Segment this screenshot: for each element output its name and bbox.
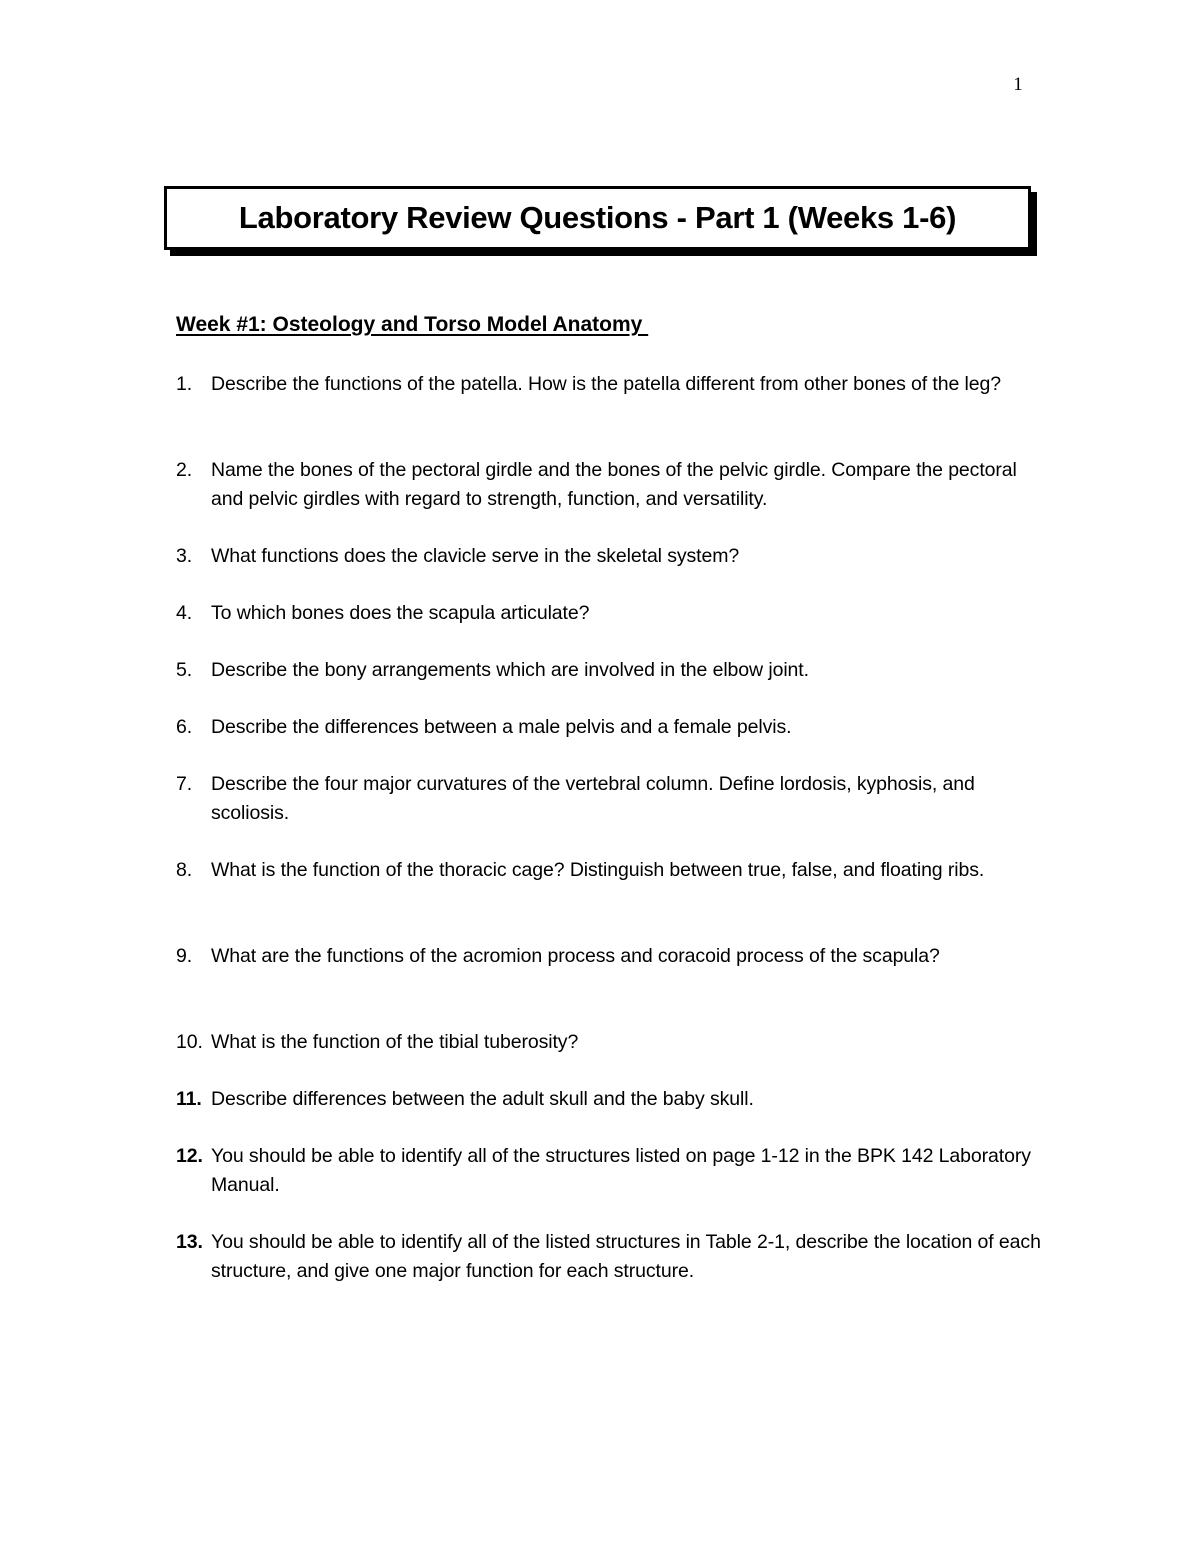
question-text: You should be able to identify all of the structures listed on page 1-12 in the BPK 142 Laboratory Manual.: [211, 1145, 1031, 1196]
question-text: You should be able to identify all of the listed structures in Table 2-1, describe the location of each structure, and give one major function for each structure.: [211, 1231, 1041, 1282]
question-number: 8.: [176, 859, 193, 881]
question-number: 4.: [176, 602, 193, 624]
question-item: [176, 370, 1046, 428]
question-number: 1.: [176, 373, 193, 395]
question-number: 3.: [176, 545, 193, 567]
section-heading: Week #1: Osteology and Torso Model Anatomy: [176, 313, 649, 336]
question-number: 11.: [176, 1088, 202, 1110]
question-text: Describe differences between the adult skull and the baby skull.: [211, 1088, 754, 1110]
question-number: 10.: [176, 1031, 203, 1053]
question-number: 2.: [176, 459, 193, 481]
question-item: [176, 1028, 1046, 1057]
question-item: [176, 770, 1046, 828]
question-number: 7.: [176, 773, 193, 795]
question-text: What are the functions of the acromion process and coracoid process of the scapula?: [211, 945, 940, 967]
question-list: [176, 370, 1046, 1286]
title-box: [164, 186, 1031, 250]
question-number: 12.: [176, 1145, 203, 1167]
question-text: To which bones does the scapula articulate?: [211, 602, 590, 624]
question-item: [176, 942, 1046, 1000]
question-item: [176, 1085, 1046, 1114]
question-text: Name the bones of the pectoral girdle and the bones of the pelvic girdle. Compare the pectoral and pelvic girdles with regard to strength, function, and versatility.: [211, 459, 1017, 510]
page-number: 1: [1013, 74, 1023, 95]
question-text: What is the function of the tibial tuberosity?: [211, 1031, 579, 1053]
question-item: [176, 1228, 1046, 1286]
question-number: 5.: [176, 659, 193, 681]
question-number: 9.: [176, 945, 193, 967]
question-item: [176, 542, 1046, 571]
question-number: 6.: [176, 716, 193, 738]
question-item: [176, 456, 1046, 514]
question-item: [176, 599, 1046, 628]
question-item: [176, 856, 1046, 914]
question-text: Describe the bony arrangements which are involved in the elbow joint.: [211, 659, 809, 681]
question-item: [176, 656, 1046, 685]
question-text: Describe the four major curvatures of the vertebral column. Define lordosis, kyphosis, and scoliosis.: [211, 773, 975, 824]
document-title: Laboratory Review Questions - Part 1 (Weeks 1-6): [238, 200, 957, 235]
question-text: Describe the functions of the patella. How is the patella different from other bones of the leg?: [211, 373, 1002, 395]
question-text: Describe the differences between a male pelvis and a female pelvis.: [211, 716, 792, 738]
question-number: 13.: [176, 1231, 203, 1253]
question-item: [176, 1142, 1046, 1200]
question-text: What is the function of the thoracic cage? Distinguish between true, false, and floating ribs.: [211, 859, 985, 881]
question-item: [176, 713, 1046, 742]
question-text: What functions does the clavicle serve in the skeletal system?: [211, 545, 740, 567]
